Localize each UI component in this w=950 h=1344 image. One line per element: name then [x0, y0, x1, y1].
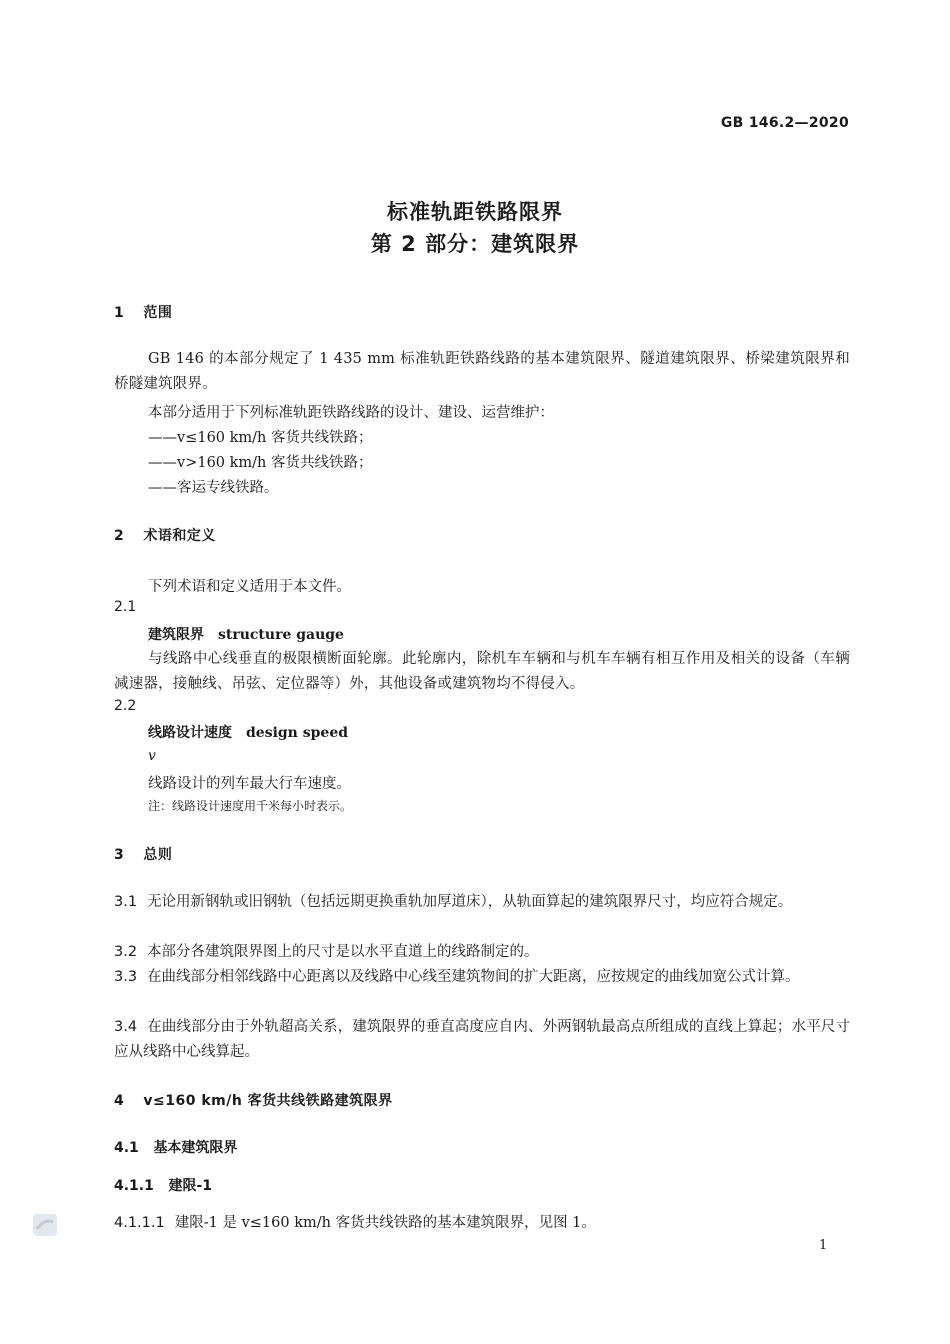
list-item: ——客运专线铁路。	[148, 480, 279, 496]
term-en: structure gauge	[218, 627, 344, 643]
term-en: design speed	[246, 725, 349, 741]
clause-text: 在曲线部分相邻线路中心距离以及线路中心线至建筑物间的扩大距离，应按规定的曲线加宽公式计算。	[147, 969, 800, 985]
clause-text: 在曲线部分由于外轨超高关系，建筑限界的垂直高度应自内、外两钢轨最高点所组成的直线上算起；水平尺寸应从线路中心线算起。	[114, 1019, 850, 1060]
term-2-1-definition: 与线路中心线垂直的极限横断面轮廓。此轮廓内，除机车车辆和与机车车辆有相互作用及相关的设备（车辆减速器，接触线、吊弦、定位器等）外，其他设备或建筑物均不得侵入。	[114, 651, 850, 692]
section-1-paragraph-1: GB 146 的本部分规定了 1 435 mm 标准轨距铁路线路的基本建筑限界、隧道建筑限界、桥梁建筑限界和桥隧建筑限界。	[114, 351, 850, 392]
section-title: 建限-1	[168, 1178, 213, 1194]
term-2-2-number: 2.2	[114, 698, 137, 714]
section-number: 2	[114, 528, 125, 544]
term-2-2-note: 注：线路设计速度用千米每小时表示。	[148, 799, 353, 813]
section-1-heading	[114, 302, 172, 322]
term-2-1-number: 2.1	[114, 599, 137, 615]
clause-number: 3.4	[114, 1019, 138, 1035]
section-title: 范围	[143, 305, 173, 321]
section-number: 1	[114, 305, 125, 321]
clause-3-1	[114, 890, 850, 915]
clause-text: 建限-1 是 v≤160 km/h 客货共线铁路的基本建筑限界，见图 1。	[174, 1215, 596, 1231]
section-3-heading	[114, 844, 172, 864]
section-4-1-heading	[114, 1137, 237, 1157]
term-zh: 建筑限界	[148, 627, 204, 643]
document-subtitle: 第 2 部分：建筑限界	[370, 232, 580, 256]
clause-3-2	[114, 940, 850, 965]
term-2-2-definition: 线路设计的列车最大行车速度。	[148, 776, 351, 792]
page-number: 1	[819, 1238, 828, 1253]
section-title: v≤160 km/h 客货共线铁路建筑限界	[143, 1093, 393, 1109]
document-title: 标准轨距铁路限界	[387, 200, 563, 224]
section-number: 4	[114, 1093, 125, 1109]
document-code: GB 146.2—2020	[720, 115, 849, 131]
section-title: 术语和定义	[143, 528, 216, 544]
clause-3-4	[114, 1015, 850, 1065]
section-1-paragraph-2: 本部分适用于下列标准轨距铁路线路的设计、建设、运营维护：	[148, 405, 554, 421]
clause-text: 无论用新钢轨或旧钢轨（包括远期更换重轨加厚道床），从轨面算起的建筑限界尺寸，均应符合规定。	[147, 894, 793, 910]
clause-number: 3.2	[114, 944, 138, 960]
section-number: 4.1.1	[114, 1178, 154, 1194]
section-4-1-1-heading	[114, 1175, 212, 1195]
watermark-logo-icon	[33, 1214, 57, 1236]
section-2-heading	[114, 525, 216, 545]
term-2-2-symbol: v	[148, 748, 156, 764]
clause-number: 3.1	[114, 894, 138, 910]
section-number: 4.1	[114, 1140, 139, 1156]
term-2-2	[148, 722, 348, 742]
clause-text: 本部分各建筑限界图上的尺寸是以水平直道上的线路制定的。	[147, 944, 539, 960]
section-2-intro: 下列术语和定义适用于本文件。	[148, 579, 351, 595]
list-item: ——v≤160 km/h 客货共线铁路；	[148, 430, 373, 446]
section-4-heading	[114, 1090, 393, 1110]
clause-4-1-1-1	[114, 1211, 850, 1236]
term-2-1	[148, 624, 344, 644]
section-number: 3	[114, 847, 125, 863]
term-zh: 线路设计速度	[148, 725, 232, 741]
section-title: 基本建筑限界	[153, 1140, 238, 1156]
clause-number: 4.1.1.1	[114, 1215, 165, 1231]
clause-number: 3.3	[114, 969, 138, 985]
clause-3-3	[114, 965, 850, 990]
section-title: 总则	[143, 847, 173, 863]
list-item: ——v>160 km/h 客货共线铁路；	[148, 455, 373, 471]
